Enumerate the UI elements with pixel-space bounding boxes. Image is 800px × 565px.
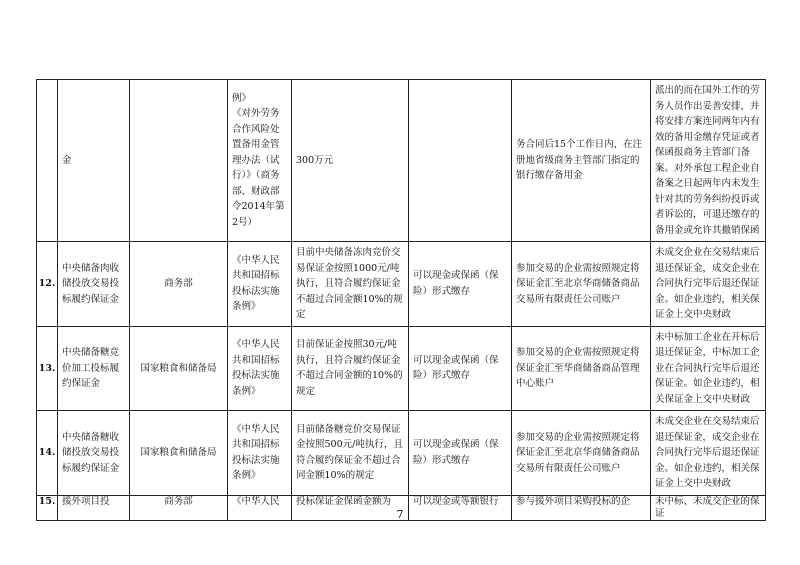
cell-std: 300万元: [292, 80, 409, 242]
cell-dept: 商务部: [130, 242, 228, 327]
cell-basis: 《中华人民共和国招标投标法实施条例》: [228, 411, 292, 496]
cell-name: 中央储备糖竞价加工投标履约保证金: [58, 326, 130, 411]
table-row: [37, 326, 766, 411]
cell-basis: 例》 《对外劳务合作风险处置备用金管理办法（试行）》（商务部、财政部令2014年第2号）: [228, 80, 292, 242]
cell-mgmt: 参加交易的企业需按照规定将保证金汇至华商储备商品管理中心账户: [512, 326, 651, 411]
table-body: [37, 80, 766, 521]
cell-name: 援外项目投: [58, 495, 130, 520]
cell-mgmt: 务合同后15个工作日内，在注册地省级商务主管部门指定的银行缴存备用金: [512, 80, 651, 242]
cell-mgmt: 参加交易的企业需按照规定将保证金汇至北京华商储备商品交易所有限责任公司账户: [512, 242, 651, 327]
table-row: [37, 80, 766, 242]
cell-std: 目前保证金按照30元/吨执行，且符合履约保证金不超过合同金额的10%的规定: [292, 326, 409, 411]
cell-std: 目前中央储备冻肉竞价交易保证金按照1000元/吨执行，且符合履约保证金不超过合同金额10%的规定: [292, 242, 409, 327]
cell-name: 中央储备肉收储投放交易投标履约保证金: [58, 242, 130, 327]
cell-form: 可以现金或保函（保险）形式缴存: [409, 326, 512, 411]
cell-num: 15.: [37, 495, 58, 520]
cell-ret: 未成交企业在交易结束后退还保证金，成交企业在合同执行完毕后退还保证金。如企业违约，相关保证金上交中央财政: [651, 411, 766, 496]
cell-ret: 派出的而在国外工作的劳务人员作出妥善安排，并将安排方案连同两年内有效的备用金缴存凭证或者保函报商务主管部门备案。对外承包工程企业自备案之日起两年内未发生针对其的劳务纠纷投诉或者诉讼的，可退还缴存的备用金或允许其撤销保函: [651, 80, 766, 242]
cell-num: 12.: [37, 242, 58, 327]
cell-form: 可以现金或保函（保险）形式缴存: [409, 242, 512, 327]
cell-form: 可以现金或保函（保险）形式缴存: [409, 411, 512, 496]
cell-mgmt: 参与援外项目采购投标的企: [512, 495, 651, 520]
cell-dept: [130, 80, 228, 242]
cell-std: 目前储备糖竞价交易保证金按照500元/吨执行，且符合履约保证金不超过合同金额10%的规定: [292, 411, 409, 496]
cell-num: 14.: [37, 411, 58, 496]
cell-name: 金: [58, 80, 130, 242]
cell-basis: 《中华人民共和国招标投标法实施条例》: [228, 242, 292, 327]
cell-dept: 商务部: [130, 495, 228, 520]
deposit-table: [36, 79, 766, 521]
cell-ret: 未中标、未成交企业的保证: [651, 495, 766, 520]
cell-form: [409, 80, 512, 242]
cell-basis: 《中华人民共和国招标投标法实施条例》: [228, 326, 292, 411]
page-number: 7: [396, 508, 404, 521]
cell-ret: 未中标加工企业在开标后退还保证金，中标加工企业在合同执行完毕后退还保证金。如企业违约，相关保证金上交中央财政: [651, 326, 766, 411]
cell-mgmt: 参加交易的企业需按照规定将保证金汇至北京华商储备商品交易所有限责任公司账户: [512, 411, 651, 496]
cell-std: 投标保证金保函金额为: [292, 495, 409, 520]
cell-dept: 国家粮食和储备局: [130, 411, 228, 496]
cell-num: [37, 80, 58, 242]
cell-ret: 未成交企业在交易结束后退还保证金，成交企业在合同执行完毕后退还保证金。如企业违约，相关保证金上交中央财政: [651, 242, 766, 327]
cell-dept: 国家粮食和储备局: [130, 326, 228, 411]
cell-basis: 《中华人民: [228, 495, 292, 520]
cell-name: 中央储备糖收储投放交易投标履约保证金: [58, 411, 130, 496]
cell-num: 13.: [37, 326, 58, 411]
table-row: [37, 411, 766, 496]
table-row: [37, 242, 766, 327]
cell-form: 可以现金或等额银行: [409, 495, 512, 520]
